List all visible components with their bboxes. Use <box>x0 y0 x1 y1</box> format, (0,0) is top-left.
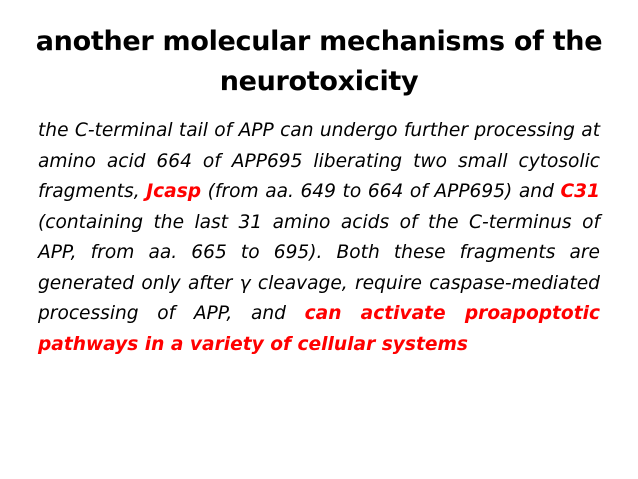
title-line-2: neurotoxicity <box>219 66 419 97</box>
c31-term: C31 <box>560 181 600 202</box>
jcasp-term: Jcasp <box>146 181 202 202</box>
body-segment-1: the C-terminal tail of APP can undergo further processing at amino acid 664 of APP695 liberating two small cytosolic fragments, <box>38 120 600 202</box>
highlighted-conclusion: can activate proapoptotic pathways in a variety of cellular systems <box>38 303 600 355</box>
slide-title <box>30 22 608 102</box>
title-line-1: another molecular mechanisms of the <box>35 26 603 57</box>
body-segment-3: (containing the last 31 amino acids of the C-terminus of APP, from aa. 665 to 695). Both these fragments are generated only after γ cleavage, require caspase-mediated processing of APP, and <box>38 211 600 324</box>
body-paragraph <box>38 116 600 360</box>
body-segment-2: (from aa. 649 to 664 of APP695) and <box>201 181 561 202</box>
